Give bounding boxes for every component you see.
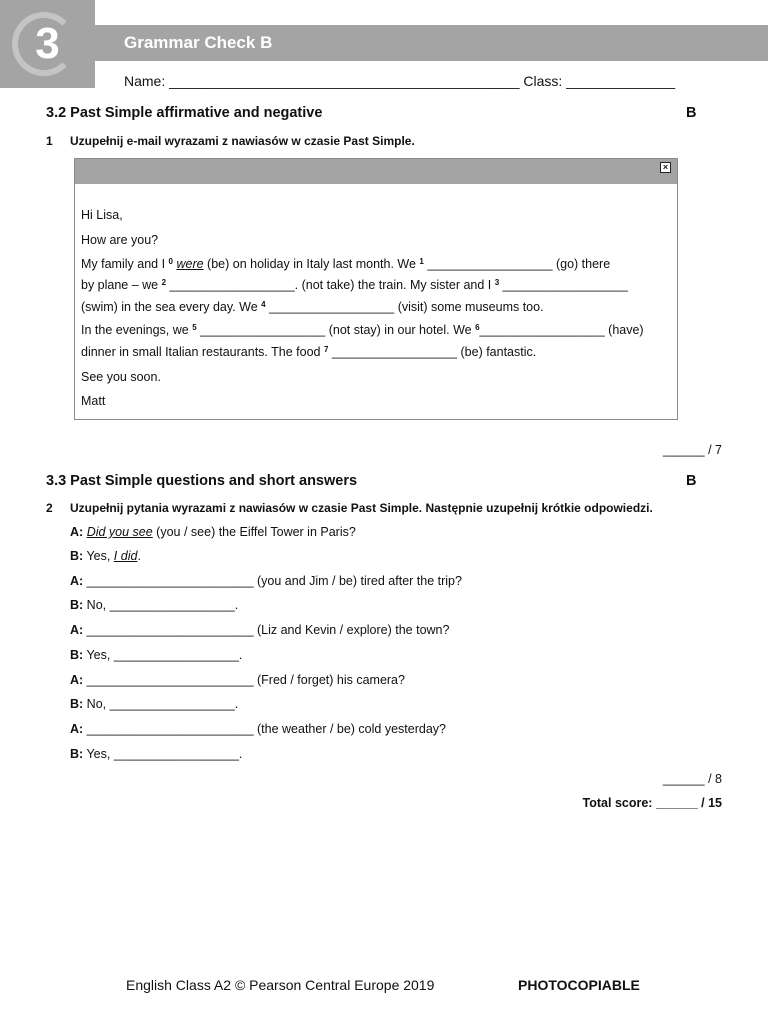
task-2-instruction: Uzupełnij pytania wyrazami z nawiasów w czasie Past Simple. Następnie uzupełnij krótkie odpowiedzi. (70, 501, 653, 515)
section-1-title: 3.2 Past Simple affirmative and negative (46, 105, 323, 121)
task-1-number: 1 (46, 134, 53, 148)
answer-2[interactable]: B: Yes, __________________. (70, 648, 243, 662)
name-class-line (124, 73, 675, 89)
email-line-5: dinner in small Italian restaurants. The food $^7$ __________________ (be) fantastic. (81, 345, 537, 359)
section-2-title: 3.3 Past Simple questions and short answers (46, 473, 358, 489)
section-2-level: B (686, 473, 697, 489)
blank-6[interactable]: __________________ (have) (479, 323, 644, 337)
close-icon[interactable]: × (660, 162, 671, 173)
example-question: A: Did you see (you / see) the Eiffel Tower in Paris? (70, 525, 356, 539)
email-line-1: My family and I $^0$ were (be) on holiday in Italy last month. We $^1$ __________________ (go) there (81, 257, 611, 271)
blank-2[interactable]: __________________. (not take) the train. My sister and I (166, 278, 495, 292)
example-answer: were (176, 257, 204, 271)
task-1-instruction: Uzupełnij e-mail wyrazami z nawiasów w czasie Past Simple. (70, 134, 415, 148)
answer-3[interactable]: B: No, __________________. (70, 697, 239, 711)
email-signature: Matt (81, 394, 106, 408)
class-field[interactable]: ______________ (566, 73, 676, 89)
question-1[interactable]: A: ________________________ (you and Jim / be) tired after the trip? (70, 574, 462, 588)
section-1-level: B (686, 105, 697, 121)
name-field[interactable]: _____________________________________________ (169, 73, 520, 89)
blank-3[interactable]: __________________ (499, 278, 628, 292)
question-2[interactable]: A: ________________________ (Liz and Kevin / explore) the town? (70, 623, 450, 637)
email-line-2: by plane – we $^2$ __________________. (not take) the train. My sister and I $^3$ __________________ (81, 278, 628, 292)
class-label: Class: (523, 73, 563, 89)
task-2-number: 2 (46, 501, 53, 515)
blank-7[interactable]: __________________ (be) fantastic. (328, 345, 537, 359)
email-line-4: In the evenings, we $^5$ __________________ (not stay) in our hotel. We $^6$__________________ (have) (81, 323, 644, 337)
email-closing: See you soon. (81, 370, 161, 384)
footer-copyright: English Class A2 © Pearson Central Europe 2019 (126, 977, 435, 993)
email-window (74, 158, 678, 420)
blank-5[interactable]: __________________ (not stay) in our hotel. We (196, 323, 476, 337)
name-label: Name: (124, 73, 166, 89)
email-header-bar (75, 159, 677, 184)
section-1-score: ______ / 7 (662, 443, 722, 457)
blank-4[interactable]: __________________ (visit) some museums too. (265, 300, 544, 314)
question-3[interactable]: A: ________________________ (Fred / forget) his camera? (70, 673, 405, 687)
unit-number: 3 (35, 19, 60, 68)
example-answer-line: B: Yes, I did. (70, 549, 141, 563)
footer-photocopiable: PHOTOCOPIABLE (518, 977, 640, 993)
section-2-score: ______ / 8 (662, 772, 722, 786)
email-greeting: Hi Lisa, (81, 208, 123, 222)
email-line-3: (swim) in the sea every day. We $^4$ __________________ (visit) some museums too. (81, 300, 544, 314)
email-question: How are you? (81, 233, 159, 247)
blank-1[interactable]: __________________ (go) there (423, 257, 611, 271)
answer-4[interactable]: B: Yes, __________________. (70, 747, 243, 761)
page-title: Grammar Check B (124, 33, 273, 52)
question-4[interactable]: A: ________________________ (the weather / be) cold yesterday? (70, 722, 446, 736)
total-score: Total score: ______ / 15 (582, 796, 722, 810)
answer-1[interactable]: B: No, __________________. (70, 598, 239, 612)
